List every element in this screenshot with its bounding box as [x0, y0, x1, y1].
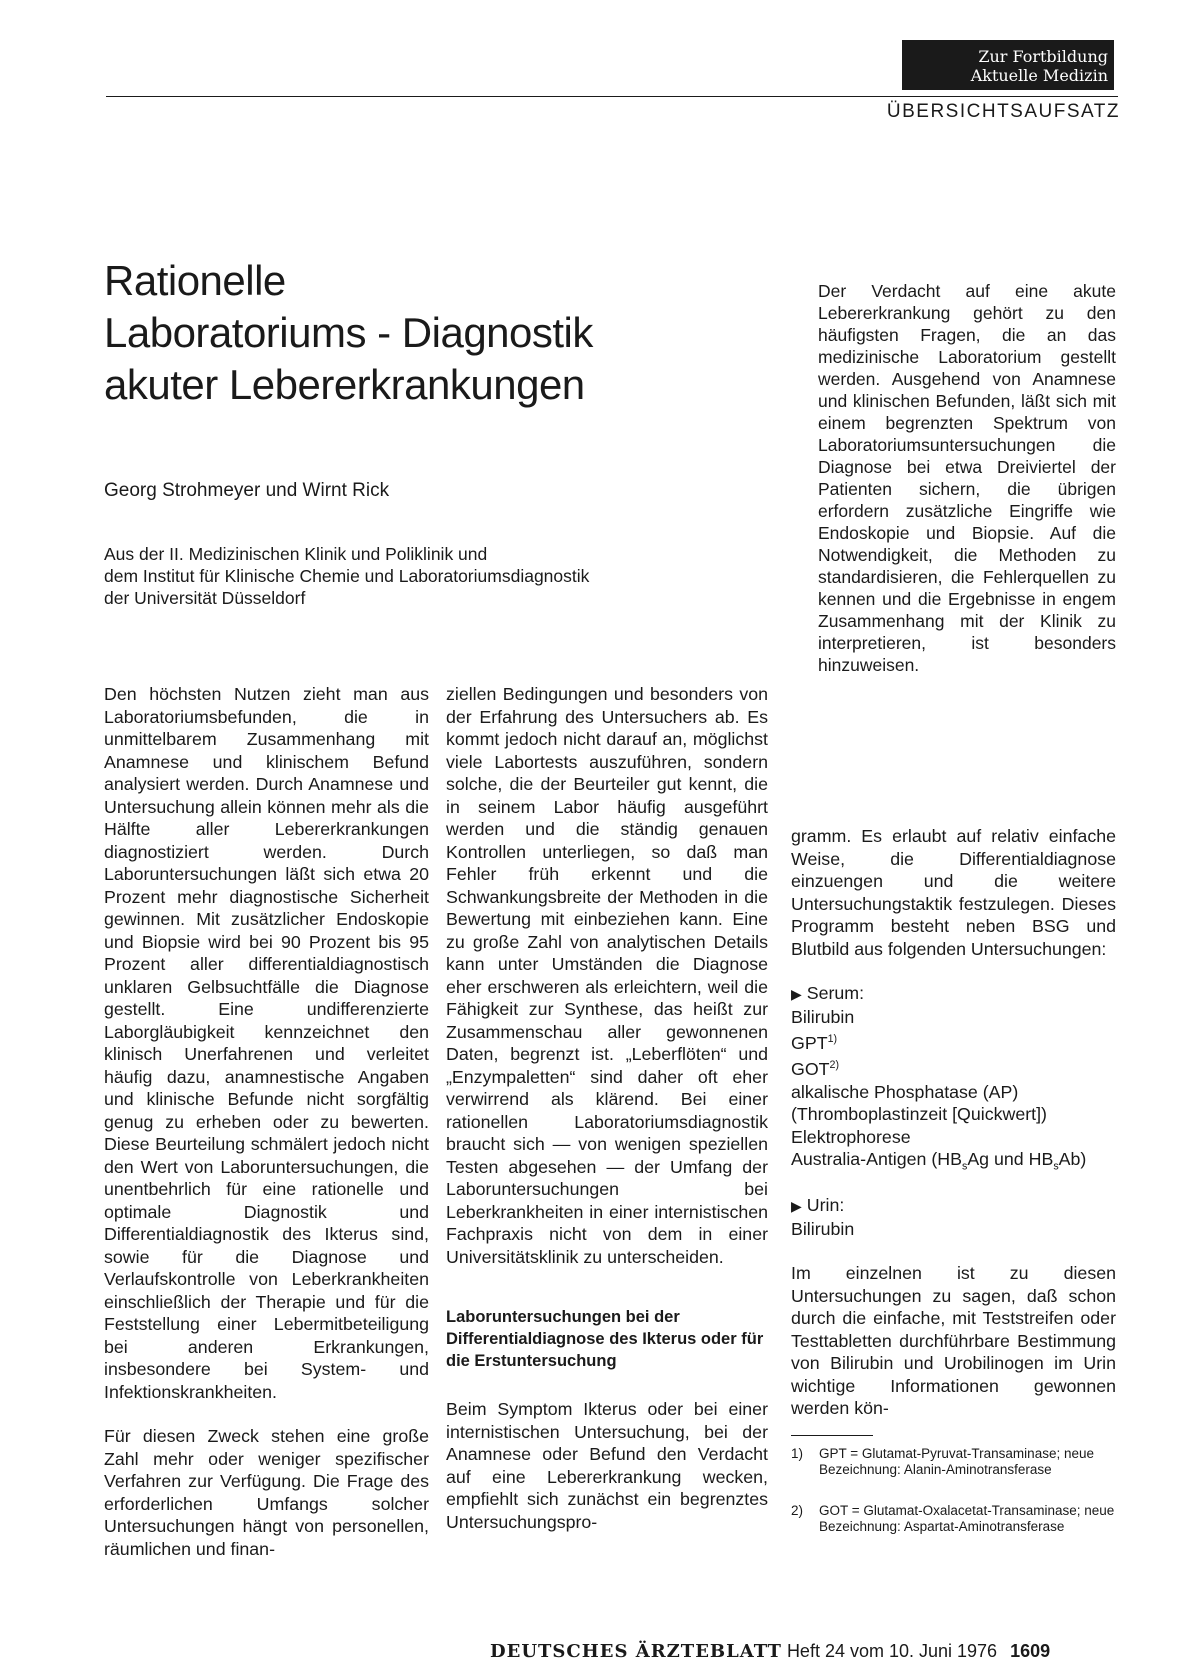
title-line-1: Rationelle [104, 257, 286, 304]
abstract [791, 280, 1116, 676]
column-1 [104, 683, 429, 1560]
abstract-text: Der Verdacht auf eine akute Lebererkrankung gehört zu den häufigsten Fragen, die an das medizinische Laboratorium gestellt werden. Ausgehend von Anamnese und klinischen Befunden, läßt sich mit einem begrenzten Spektrum von Laboratoriumsuntersuchungen die Diagnose bei etwa Dreiviertel der Patienten sichern, die übrigen erfordern zusätzliche Eingriffe wie Endoskopie und Biopsie. Auf die Notwendigkeit, die Methoden zu standardisieren, die Fehlerquellen zu kennen und die Ergebnisse in engem Zusammenhang mit der Klinik zu interpretieren, ist besonders hinzuweisen. [818, 281, 1116, 675]
col1-paragraph-1: Den höchsten Nutzen zieht man aus Laboratoriumsbefunden, die in unmittelbarem Zusammenhang mit Anamnese und klinischem Befund analysiert werden. Durch Anamnese und Untersuchung allein können mehr als die Hälfte aller Lebererkrankungen diagnostiziert werden. Durch Laboruntersuchungen läßt sich etwa 20 Prozent mehr diagnostische Sicherheit gewinnen. Mit zusätzlicher Endoskopie und Biopsie wird bei 90 Prozent bis 95 Prozent aller differentialdiagnostisch unklaren Gelbsuchtfälle die Diagnose gestellt. Eine undifferenzierte Laborgläubigkeit kennzeichnet den klinisch Unerfahrenen und verleitet häufig dazu, anamnestische Angaben und klinische Befunde nicht sorgfältig genug zu erheben oder zu bewerten. Diese Beurteilung schmälert jedoch nicht den Wert von Laboruntersuchungen, die unentbehrlich für eine rationelle und optimale Diagnostik und Differentialdiagnostik des Ikterus sind, sowie für die Diagnose und Verlaufskontrolle von Leberkrankheiten einschließlich der Therapie und für die Feststellung einer Lebermitbeteiligung bei anderen Erkrankungen, insbesondere bei System- und Infektionskrankheiten. [104, 684, 429, 1402]
title-line-2: Laboratoriums - Diagnostik [104, 309, 593, 356]
journal-name: DEUTSCHES ÄRZTEBLATT [490, 1641, 782, 1662]
section-badge [902, 40, 1114, 90]
triangle-bullet-icon: ▶ [791, 1198, 802, 1215]
authors: Georg Strohmeyer und Wirnt Rick [104, 480, 390, 501]
urin-label: Urin: [806, 1195, 845, 1216]
serum-list [791, 982, 1116, 1178]
list-item: alkalische Phosphatase (AP) [791, 1081, 1019, 1102]
section-heading: Laboruntersuchungen bei der Differentialdiagnose des Ikterus oder für die Erstuntersuchung [446, 1308, 764, 1370]
serum-label: Serum: [806, 983, 865, 1003]
col3-paragraph-1: gramm. Es erlaubt auf relativ einfache Weise, die Differentialdiagnose einzuengen und die weitere Untersuchungstaktik festzulegen. Dieses Programm besteht neben BSG und Blutbild aus folgenden Untersuchungen: [791, 826, 1116, 959]
issue-info: Heft 24 vom 10. Juni 1976 [786, 1641, 998, 1661]
col3-paragraph-2: Im einzelnen ist zu diesen Untersuchungen zu sagen, daß schon durch die einfache, mit Teststreifen oder Testtabletten durchführbare Bestimmung von Bilirubin und Urobilinogen im Urin wichtige Informationen gewonnen werden kön- [791, 1263, 1116, 1419]
list-item: Australia-Antigen ($HB_sAg$ und $HB_sAb$) [791, 1149, 1087, 1173]
list-item: GPT$^{1)}$ [791, 1032, 838, 1053]
page-footer [490, 1641, 1050, 1662]
footnote-rule [791, 1435, 873, 1436]
col1-paragraph-2: Für diesen Zweck stehen eine große Zahl mehr oder weniger spezifischer Verfahren zur Verfügung. Die Frage des erforderlichen Umfangs solcher Untersuchungen hängt von personellen, räumlichen und finan- [104, 1426, 429, 1559]
urin-list [791, 1194, 1116, 1240]
badge-line-2: Aktuelle Medizin [970, 66, 1108, 85]
list-item: GOT$^{2)}$ [791, 1059, 840, 1080]
triangle-bullet-icon: ▶ [791, 986, 802, 1002]
affiliation-line-1: Aus der II. Medizinischen Klinik und Poliklinik und [104, 544, 488, 564]
affiliation-line-3: der Universität Düsseldorf [104, 588, 306, 608]
column-2 [446, 683, 768, 1533]
column-3 [791, 825, 1116, 1420]
badge-line-1: Zur Fortbildung [978, 47, 1108, 66]
page-number: 1609 [1010, 1641, 1051, 1661]
affiliation-line-2: dem Institut für Klinische Chemie und Laboratoriumsdiagnostik [104, 566, 590, 586]
footnote-1: 1) GPT = Glutamat-Pyruvat-Transaminase; neue Bezeichnung: Alanin-Aminotransferase [791, 1446, 1094, 1477]
section-label: ÜBERSICHTSAUFSATZ [886, 101, 1120, 122]
header-rule [106, 96, 1118, 97]
list-item: Bilirubin [791, 1218, 855, 1239]
title-line-3: akuter Lebererkrankungen [104, 361, 585, 408]
col2-paragraph-2: Beim Symptom Ikterus oder bei einer internistischen Untersuchung, bei der Anamnese oder Befund den Verdacht auf eine Lebererkrankung wecken, empfiehlt sich zunächst ein begrenztes Untersuchungspro- [446, 1399, 768, 1532]
article-title [104, 255, 593, 411]
footnote-2: 2) GOT = Glutamat-Oxalacetat-Transaminase; neue Bezeichnung: Aspartat-Aminotransferase [791, 1503, 1115, 1534]
col2-paragraph-1: ziellen Bedingungen und besonders von der Erfahrung des Untersuchers ab. Es kommt jedoch nicht darauf an, möglichst viele Labortests auszuführen, sondern solche, die der Beurteiler gut kennt, die in seinem Labor häufig ausgeführt werden und die ständig genauen Kontrollen unterliegen, so daß man Fehler früh erkennt und die Schwankungsbreite der Methoden in die Bewertung mit einbeziehen kann. Eine zu große Zahl von analytischen Details kann unter Umständen die Diagnose eher erschweren als erleichtern, weil die Fähigkeit zur Synthese, das heißt zur Zusammenschau aller gewonnenen Daten, begrenzt ist. „Leberflöten“ und „Enzympaletten“ sind daher oft eher verwirrend als klärend. Bei einer rationellen Laboratoriumsdiagnostik braucht sich — von wenigen speziellen Testen abgesehen — der Umfang der Laboruntersuchungen bei Leberkrankheiten in einer internistischen Fachpraxis nicht von dem in einer Universitätsklinik zu unterscheiden. [446, 684, 768, 1267]
affiliation [104, 543, 589, 609]
list-item: Elektrophorese [791, 1126, 911, 1147]
list-item: Bilirubin [791, 1006, 855, 1027]
list-item: (Thromboplastinzeit [Quickwert]) [791, 1104, 1047, 1125]
